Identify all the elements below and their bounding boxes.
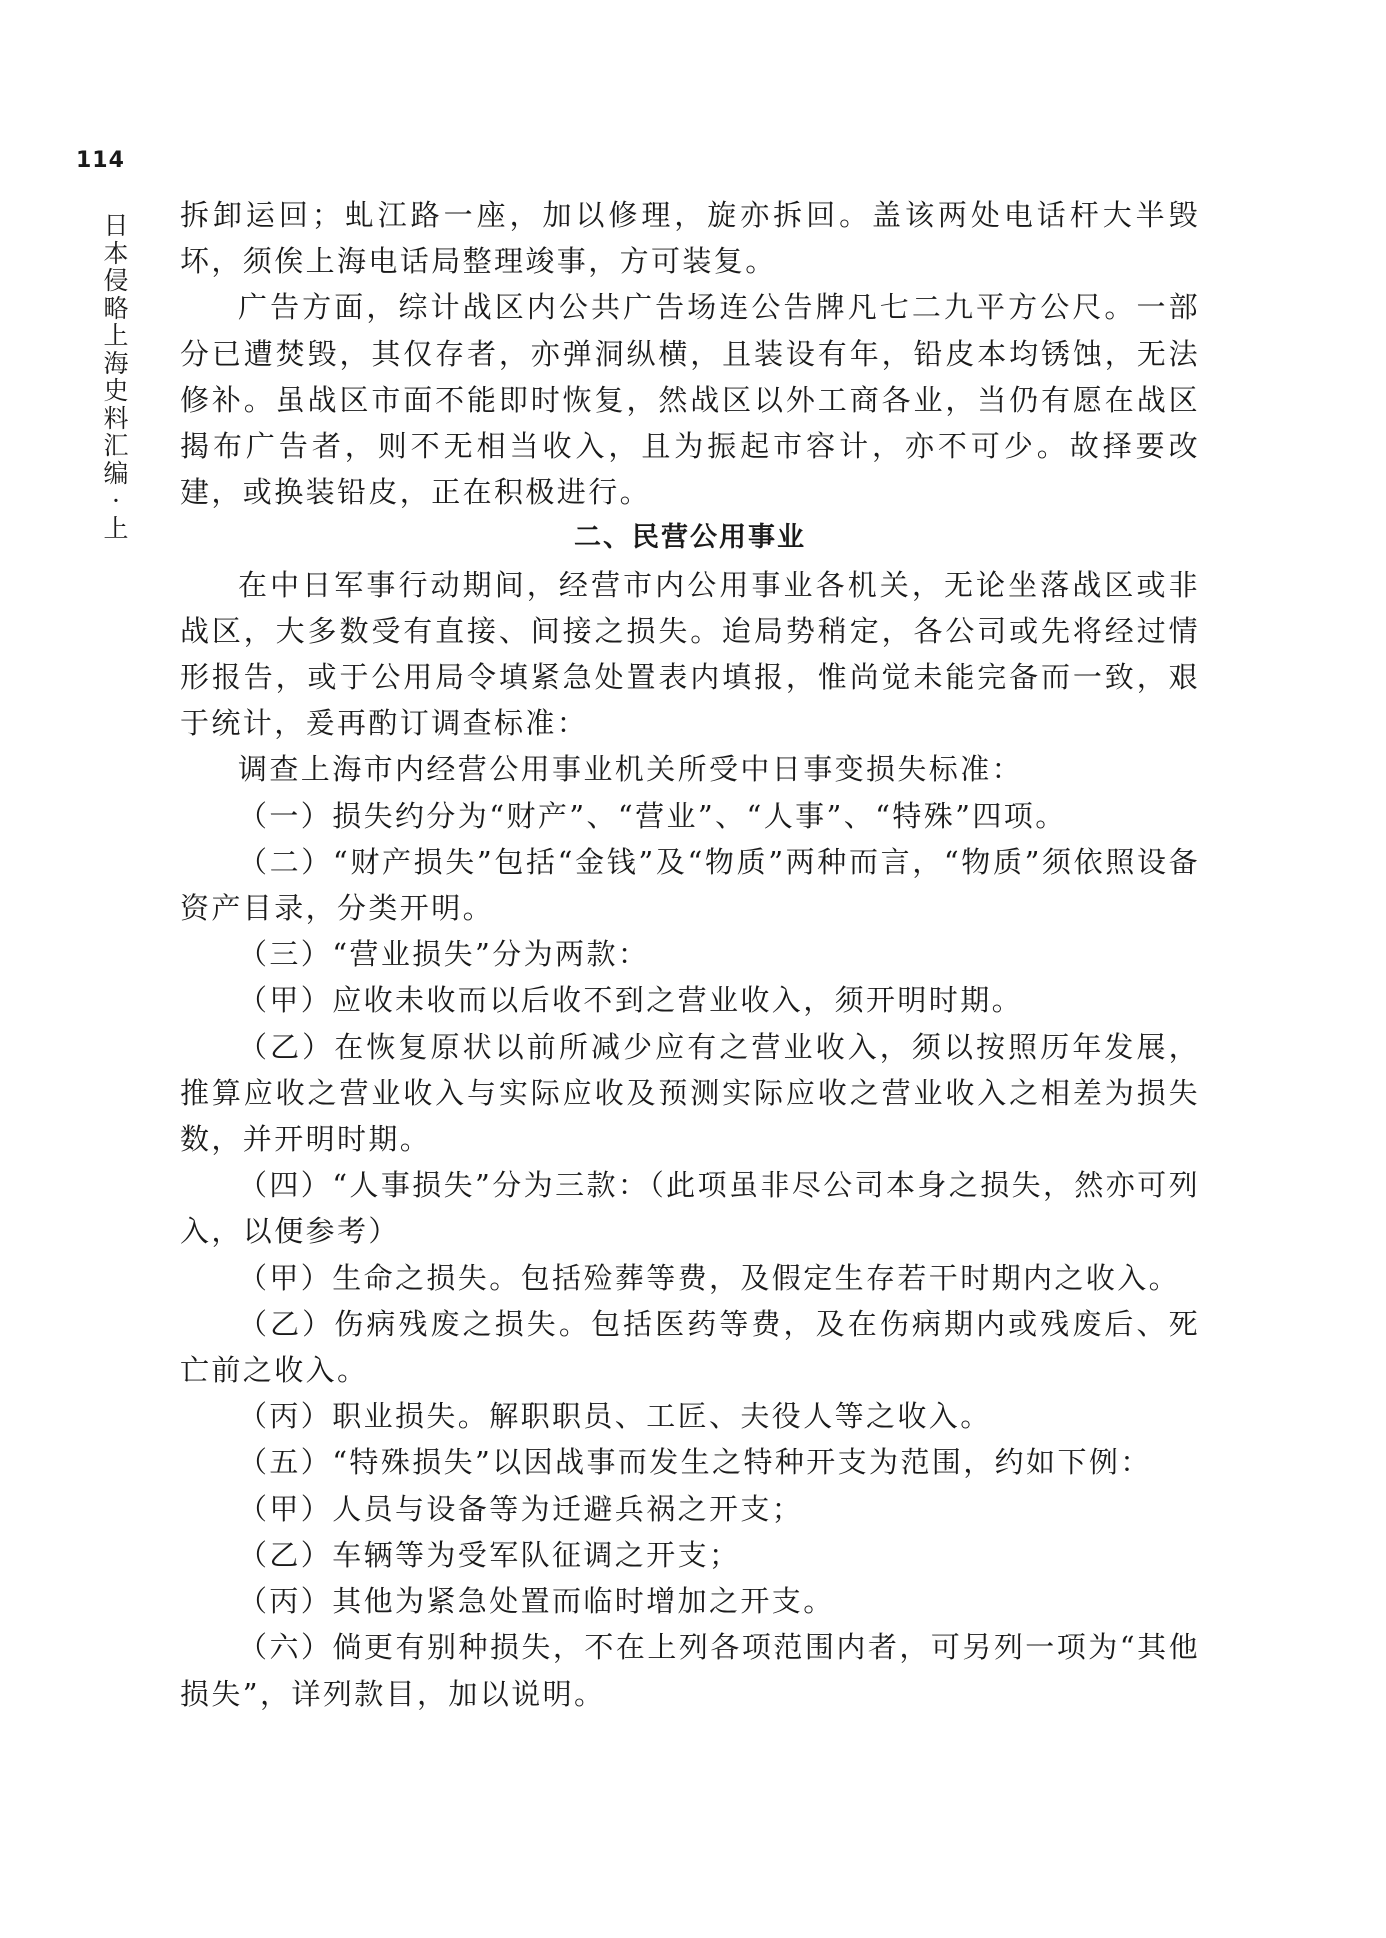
list-item-2: （二）“财产损失”包括“金钱”及“物质”两种而言，“物质”须依照设备资产目录，分类开明。 — [180, 844, 1200, 926]
list-subitem-3b: （乙）在恢复原状以前所减少应有之营业收入，须以按照历年发展，推算应收之营业收入与实际应收及预测实际应收之营业收入之相差为损失数，并开明时期。 — [180, 1029, 1200, 1157]
page-number: 114 — [76, 148, 125, 173]
list-subitem-4a: （甲）生命之损失。包括殓葬等费，及假定生存若干时期内之收入。 — [238, 1260, 1181, 1295]
list-subitem-5b: （乙）车辆等为受军队征调之开支； — [238, 1537, 741, 1572]
list-subitem-5a: （甲）人员与设备等为迁避兵祸之开支； — [238, 1491, 804, 1526]
list-item-5: （五）“特殊损失”以因战事而发生之特种开支为范围，约如下例： — [238, 1445, 1152, 1480]
list-subitem-3a: （甲）应收未收而以后收不到之营业收入，须开明时期。 — [238, 983, 1024, 1018]
list-item-4: （四）“人事损失”分为三款：（此项虽非尽公司本身之损失，然亦可列入，以便参考） — [180, 1168, 1200, 1249]
running-head: 日本侵略上海史料汇编·上 — [103, 211, 129, 543]
paragraph-standard-title: 调查上海市内经营公用事业机关所受中日事变损失标准： — [238, 752, 1024, 787]
paragraph-advertising: 广告方面，综计战区内公共广告场连公告牌凡七二九平方公尺。一部分已遭焚毁，其仅存者，亦弹洞纵横，且装设有年，铅皮本均锈蚀，无法修补。虽战区市面不能即时恢复，然战区以外工商各业，当仍有愿在战区揭布广告者，则不无相当收入，且为振起市容计，亦不可少。故择要改建，或换装铅皮，正在积极进行。 — [180, 290, 1200, 510]
list-subitem-4b: （乙）伤病残废之损失。包括医药等费，及在伤病期内或残废后、死亡前之收入。 — [180, 1306, 1200, 1388]
list-item-3: （三）“营业损失”分为两款： — [238, 937, 650, 972]
list-subitem-4c: （丙）职业损失。解职职员、工匠、夫役人等之收入。 — [238, 1399, 992, 1434]
list-subitem-5c: （丙）其他为紧急处置而临时增加之开支。 — [238, 1584, 835, 1619]
paragraph-intro: 在中日军事行动期间，经营市内公用事业各机关，无论坐落战区或非战区，大多数受有直接、间接之损失。迨局势稍定，各公司或先将经过情形报告，或于公用局令填紧急处置表内填报，惟尚觉未能完备而一致，艰于统计，爰再酌订调查标准： — [180, 567, 1200, 741]
paragraph-continued: 拆卸运回；虬江路一座，加以修理，旋亦拆回。盖该两处电话杆大半毁坏，须俟上海电话局整理竣事，方可装复。 — [180, 198, 1200, 279]
list-item-1: （一）损失约分为“财产”、“营业”、“人事”、“特殊”四项。 — [238, 798, 1067, 833]
section-heading: 二、民营公用事业 — [574, 522, 806, 554]
body-text — [180, 192, 1200, 1717]
list-item-6: （六）倘更有别种损失，不在上列各项范围内者，可另列一项为“其他损失”，详列款目，加以说明。 — [180, 1630, 1200, 1711]
